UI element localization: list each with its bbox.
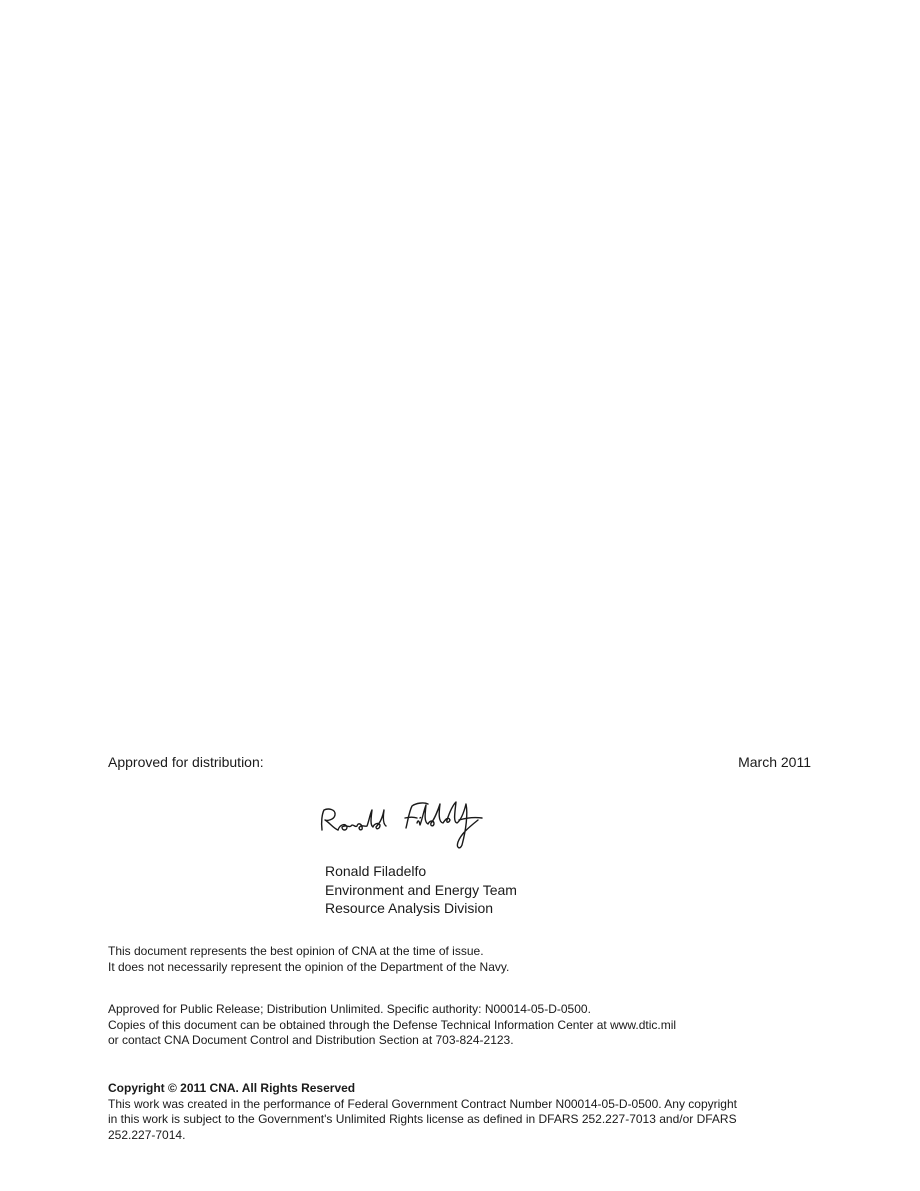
copyright-line-1: This work was created in the performance of Federal Government Contract Number N00014-05-D-0500. Any copyright [108, 1096, 737, 1111]
release-line-2: Copies of this document can be obtained through the Defense Technical Information Center at www.dtic.mil [108, 1017, 677, 1032]
release-line-1: Approved for Public Release; Distribution Unlimited. Specific authority: N00014-05-D-0500. [108, 1002, 591, 1016]
opinion-line-2: It does not necessarily represent the opinion of the Department of the Navy. [108, 959, 510, 974]
copyright-notice [108, 1081, 820, 1143]
copyright-line-2: in this work is subject to the Government's Unlimited Rights license as defined in DFARS 252.227-7013 and/or DFARS [108, 1112, 737, 1126]
copyright-line-3: 252.227-7014. [108, 1127, 186, 1142]
release-line-3: or contact CNA Document Control and Distribution Section at 703-824-2123. [108, 1033, 514, 1047]
signer-name: Ronald Filadelfo [325, 863, 427, 879]
signer-block [325, 862, 517, 918]
opinion-line-1: This document represents the best opinion of CNA at the time of issue. [108, 944, 484, 958]
opinion-disclaimer [108, 944, 509, 975]
copyright-heading: Copyright © 2011 CNA. All Rights Reserved [108, 1081, 356, 1095]
release-statement [108, 1002, 676, 1049]
approval-date: March 2011 [738, 754, 811, 770]
approval-label: Approved for distribution: [108, 754, 264, 770]
signer-division: Resource Analysis Division [325, 900, 494, 916]
signer-team: Environment and Energy Team [325, 881, 517, 898]
handwritten-signature [316, 790, 486, 852]
